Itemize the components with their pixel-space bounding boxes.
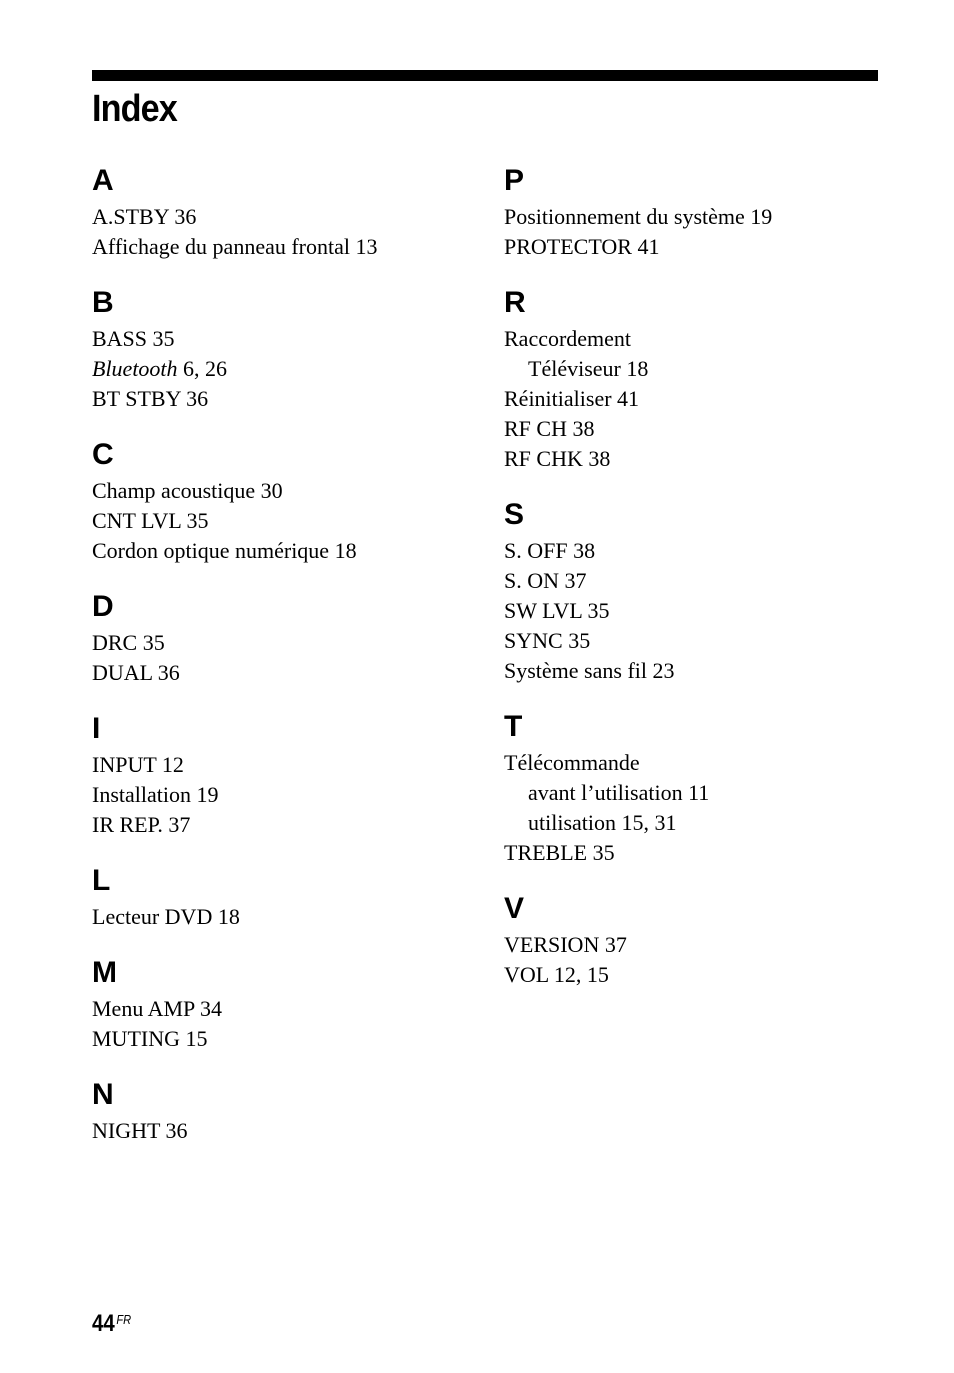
entry-term: avant l’utilisation	[528, 780, 683, 805]
section-letter: D	[92, 590, 114, 623]
language-code: FR	[116, 1312, 132, 1327]
index-entry	[92, 354, 492, 384]
entry-term: BASS	[92, 326, 148, 351]
entry-pages: 38	[572, 416, 595, 441]
entry-pages: 18	[334, 538, 357, 563]
entry-term: Téléviseur	[528, 356, 621, 381]
index-section	[92, 586, 492, 688]
entry-term: Positionnement du système	[504, 204, 745, 229]
index-subentry	[504, 808, 884, 838]
entry-pages: 18	[626, 356, 649, 381]
entry-term: VERSION	[504, 932, 600, 957]
index-column-right	[504, 160, 884, 990]
entry-pages: 35	[142, 630, 165, 655]
entry-pages: 35	[152, 326, 175, 351]
entry-term: Bluetooth	[92, 356, 178, 381]
index-section	[92, 160, 492, 262]
entry-term: DRC	[92, 630, 138, 655]
entry-term: INPUT	[92, 752, 157, 777]
index-entry	[504, 960, 884, 990]
index-subentry	[504, 778, 884, 808]
entry-pages: 30	[260, 478, 283, 503]
entry-pages: 23	[652, 658, 675, 683]
index-entry	[504, 596, 884, 626]
entry-pages: 38	[588, 446, 611, 471]
index-entry	[92, 384, 492, 414]
entry-term: PROTECTOR	[504, 234, 632, 259]
section-letter: V	[504, 892, 525, 925]
index-entry	[92, 994, 492, 1024]
index-entry	[92, 1024, 492, 1054]
index-section	[92, 708, 492, 840]
entry-pages: 37	[564, 568, 587, 593]
entry-term: Réinitialiser	[504, 386, 612, 411]
index-entry	[504, 414, 884, 444]
index-entry	[92, 536, 492, 566]
index-section	[504, 160, 884, 262]
entry-term: S. OFF	[504, 538, 568, 563]
entry-term: SYNC	[504, 628, 563, 653]
index-section	[92, 952, 492, 1054]
section-letter: P	[504, 164, 525, 197]
entry-term: SW LVL	[504, 598, 583, 623]
section-letter: R	[504, 286, 526, 319]
entry-pages: 19	[750, 204, 773, 229]
index-entry	[504, 838, 884, 868]
index-section	[504, 888, 884, 990]
entry-pages: 38	[573, 538, 596, 563]
index-entry	[92, 902, 492, 932]
index-entry	[92, 506, 492, 536]
index-section	[92, 860, 492, 932]
index-entry	[92, 658, 492, 688]
section-letter: C	[92, 438, 114, 471]
index-entry	[504, 324, 884, 354]
page-title: Index	[92, 88, 177, 130]
header-rule	[92, 70, 878, 81]
page-number: 44	[92, 1310, 115, 1337]
entry-term: A.STBY	[92, 204, 169, 229]
index-entry	[92, 1116, 492, 1146]
index-entry	[504, 656, 884, 686]
entry-pages: 34	[199, 996, 222, 1021]
section-letter: N	[92, 1078, 114, 1111]
entry-pages: 37	[168, 812, 191, 837]
entry-pages: 11	[688, 780, 710, 805]
entry-pages: 36	[157, 660, 180, 685]
entry-term: Raccordement	[504, 326, 632, 351]
entry-pages: 36	[186, 386, 209, 411]
entry-pages: 36	[165, 1118, 188, 1143]
entry-term: utilisation	[528, 810, 616, 835]
entry-term: NIGHT	[92, 1118, 161, 1143]
index-section	[504, 494, 884, 686]
section-letter: M	[92, 956, 117, 989]
index-entry	[504, 444, 884, 474]
entry-pages: 19	[196, 782, 219, 807]
entry-pages: 35	[592, 840, 615, 865]
entry-pages: 18	[217, 904, 240, 929]
entry-term: DUAL	[92, 660, 153, 685]
entry-term: RF CH	[504, 416, 567, 441]
entry-term: CNT LVL	[92, 508, 182, 533]
entry-pages: 41	[637, 234, 660, 259]
index-entry	[504, 626, 884, 656]
index-entry	[504, 202, 884, 232]
entry-term: RF CHK	[504, 446, 583, 471]
entry-term: IR REP.	[92, 812, 163, 837]
entry-term: Menu AMP	[92, 996, 195, 1021]
index-entry	[92, 750, 492, 780]
entry-term: Affichage du panneau frontal	[92, 234, 350, 259]
entry-term: TREBLE	[504, 840, 588, 865]
entry-term: Télécommande	[504, 750, 640, 775]
index-subentry	[504, 354, 884, 384]
entry-term: Champ acoustique	[92, 478, 256, 503]
index-entry	[504, 930, 884, 960]
entry-term: Installation	[92, 782, 191, 807]
index-section	[92, 282, 492, 414]
index-entry	[504, 384, 884, 414]
section-letter: L	[92, 864, 111, 897]
index-section	[504, 282, 884, 474]
entry-pages: 37	[604, 932, 627, 957]
entry-pages: 35	[186, 508, 209, 533]
index-column-left	[92, 160, 492, 1146]
entry-pages: 41	[617, 386, 640, 411]
entry-term: Cordon optique numérique	[92, 538, 330, 563]
index-section	[504, 706, 884, 868]
entry-pages: 15	[185, 1026, 208, 1051]
index-entry	[504, 536, 884, 566]
entry-term: Lecteur DVD	[92, 904, 213, 929]
page-footer	[92, 1306, 131, 1342]
index-entry	[92, 628, 492, 658]
section-letter: I	[92, 712, 101, 745]
index-entry	[92, 202, 492, 232]
entry-term: BT STBY	[92, 386, 181, 411]
entry-term: S. ON	[504, 568, 560, 593]
index-section	[92, 434, 492, 566]
entry-term: VOL	[504, 962, 549, 987]
index-entry	[92, 476, 492, 506]
section-letter: B	[92, 286, 114, 319]
index-entry	[92, 324, 492, 354]
entry-pages: 35	[568, 628, 591, 653]
index-section	[92, 1074, 492, 1146]
entry-pages: 6, 26	[183, 356, 228, 381]
index-entry	[504, 748, 884, 778]
index-entry	[92, 232, 492, 262]
entry-pages: 35	[587, 598, 610, 623]
entry-pages: 13	[355, 234, 378, 259]
index-entry	[504, 232, 884, 262]
section-letter: T	[504, 710, 523, 743]
entry-pages: 15, 31	[621, 810, 677, 835]
section-letter: A	[92, 164, 114, 197]
entry-pages: 12, 15	[553, 962, 609, 987]
entry-term: MUTING	[92, 1026, 180, 1051]
index-entry	[504, 566, 884, 596]
index-entry	[92, 810, 492, 840]
section-letter: S	[504, 498, 525, 531]
entry-pages: 36	[174, 204, 197, 229]
entry-term: Système sans fil	[504, 658, 647, 683]
index-entry	[92, 780, 492, 810]
entry-pages: 12	[161, 752, 184, 777]
